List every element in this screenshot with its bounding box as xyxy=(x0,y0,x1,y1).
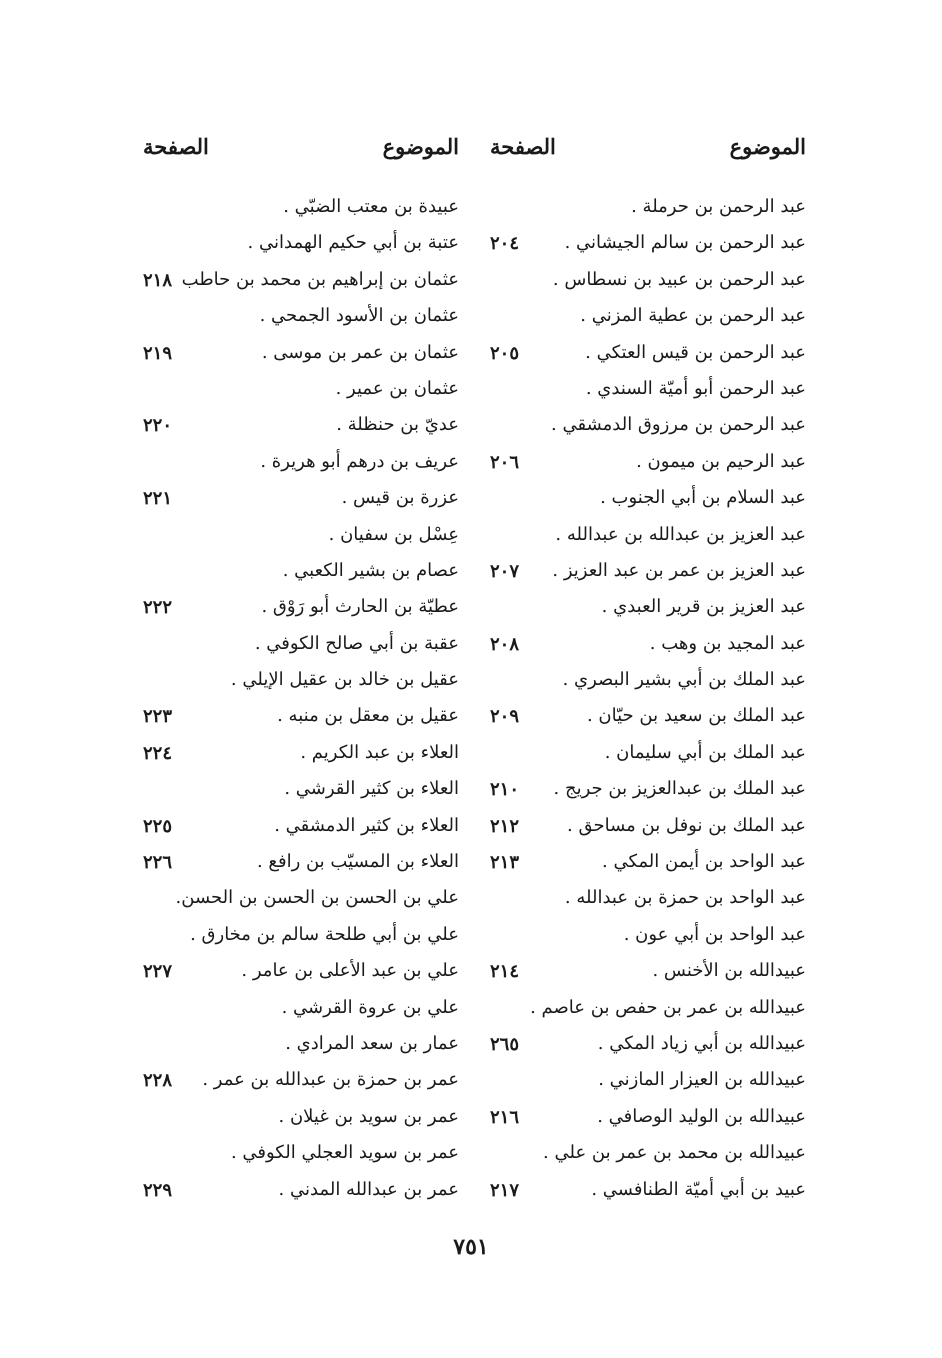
index-entry xyxy=(135,1029,465,1065)
entry-topic: عمر بن حمزة بن عبدالله بن عمر . xyxy=(202,1069,459,1091)
entry-topic: عبد الرحمن بن مرزوق الدمشقي . xyxy=(551,414,806,436)
entry-topic: عبيدالله بن الأخنس . xyxy=(652,960,806,982)
index-entry xyxy=(482,701,812,737)
entry-topic: عبد العزيز بن قرير العبدي . xyxy=(601,596,806,618)
entry-page: ٢١٢ xyxy=(490,815,520,837)
entry-topic: العلاء بن عبد الكريم . xyxy=(300,741,459,763)
entry-topic: عبد الملك بن أبي بشير البصري . xyxy=(562,669,806,691)
entry-topic: عبد الرحيم بن ميمون . xyxy=(636,450,806,472)
index-entry xyxy=(482,1102,812,1138)
index-entry xyxy=(135,847,465,883)
index-entry xyxy=(482,1175,812,1211)
entry-topic: عبيدة بن معتب الضبّي . xyxy=(283,196,459,217)
index-entry xyxy=(135,774,465,810)
entry-topic: عطيّة بن الحارث أبو رَوْق . xyxy=(261,596,459,618)
right-page-header: الصفحة xyxy=(490,134,556,159)
index-entry xyxy=(135,301,465,337)
entry-topic: عبد الواحد بن حمزة بن عبدالله . xyxy=(564,887,806,909)
index-entry xyxy=(135,701,465,737)
entry-page: ٢٠٤ xyxy=(490,233,520,255)
left-page-header: الصفحة xyxy=(143,134,209,159)
index-entry xyxy=(135,956,465,992)
entry-topic: عثمان بن الأسود الجمحي . xyxy=(259,305,459,327)
right-entries xyxy=(482,192,812,1211)
index-entry xyxy=(135,665,465,701)
index-entry xyxy=(482,883,812,919)
entry-topic: عثمان بن إبراهيم بن محمد بن حاطب xyxy=(181,268,459,290)
index-entry xyxy=(135,410,465,446)
entry-topic: عمر بن عبدالله المدني . xyxy=(278,1178,459,1200)
index-entry xyxy=(135,228,465,264)
entry-page: ٢٠٨ xyxy=(490,633,520,655)
index-entry xyxy=(135,920,465,956)
entry-topic: عديّ بن حنظلة . xyxy=(336,414,459,436)
entry-topic: عصام بن بشير الكعبي . xyxy=(282,559,459,581)
index-entry xyxy=(482,629,812,665)
entry-topic: عبد الرحمن أبو أميّة السندي . xyxy=(585,377,806,399)
index-entry xyxy=(482,956,812,992)
entry-topic: العلاء بن المسيّب بن رافع . xyxy=(256,851,459,873)
entry-page: ٢٠٦ xyxy=(490,451,520,473)
right-column xyxy=(482,0,812,1358)
entry-page: ٢١٧ xyxy=(490,1179,520,1201)
index-entry xyxy=(482,447,812,483)
entry-topic: عبد الرحمن بن حرملة . xyxy=(631,196,806,217)
entry-topic: علي بن الحسن بن الحسن بن الحسن. xyxy=(175,887,459,909)
entry-topic: عبد السلام بن أبي الجنوب . xyxy=(600,487,806,509)
index-entry xyxy=(135,338,465,374)
entry-page: ٢٦٥ xyxy=(490,1033,520,1055)
entry-topic: عتبة بن أبي حكيم الهمداني . xyxy=(247,232,459,254)
entry-page: ٢٢٥ xyxy=(143,815,173,837)
entry-topic: عبد الواحد بن أبي عون . xyxy=(623,923,806,945)
index-entry xyxy=(482,738,812,774)
entry-topic: عبيد بن أبي أميّة الطنافسي . xyxy=(591,1178,806,1200)
index-entry xyxy=(135,483,465,519)
entry-page: ٢٠٩ xyxy=(490,706,520,728)
index-entry xyxy=(135,1175,465,1211)
index-entry xyxy=(135,265,465,301)
entry-topic: العلاء بن كثير القرشي . xyxy=(284,778,459,800)
index-entry xyxy=(482,1138,812,1174)
index-entry xyxy=(135,374,465,410)
entry-page: ٢٢٦ xyxy=(143,852,173,874)
entry-page: ٢١٣ xyxy=(490,852,520,874)
entry-topic: عمر بن سويد بن غيلان . xyxy=(278,1105,459,1127)
right-topic-header: الموضوع xyxy=(729,134,806,159)
entry-topic: عريف بن درهم أبو هريرة . xyxy=(260,450,459,472)
index-entry xyxy=(482,228,812,264)
index-entry xyxy=(135,447,465,483)
entry-page: ٢١٤ xyxy=(490,961,520,983)
entry-page: ٢١٩ xyxy=(143,342,173,364)
left-topic-header: الموضوع xyxy=(382,134,459,159)
index-entry xyxy=(482,665,812,701)
index-entry xyxy=(482,192,812,228)
entry-topic: عبد الملك بن سعيد بن حيّان . xyxy=(586,705,806,727)
left-entries xyxy=(135,192,465,1211)
index-entry xyxy=(482,847,812,883)
entry-topic: عبيدالله بن أبي زياد المكي . xyxy=(597,1032,806,1054)
entry-topic: عثمان بن عمر بن موسى . xyxy=(261,341,459,363)
entry-topic: عبيدالله بن محمد بن عمر بن علي . xyxy=(543,1142,806,1164)
index-entry xyxy=(482,774,812,810)
entry-topic: علي بن أبي طلحة سالم بن مخارق . xyxy=(190,923,459,945)
left-column xyxy=(135,0,465,1358)
entry-page: ٢٢٤ xyxy=(143,742,173,764)
entry-topic: عبيدالله بن عمر بن حفص بن عاصم . xyxy=(530,996,806,1018)
index-entry xyxy=(135,738,465,774)
entry-topic: عزرة بن قيس . xyxy=(341,487,459,509)
entry-topic: عبيدالله بن العيزار المازني . xyxy=(598,1069,806,1091)
entry-topic: عبد العزيز بن عبدالله بن عبدالله . xyxy=(555,523,806,545)
index-entry xyxy=(135,592,465,628)
entry-page: ٢٢٨ xyxy=(143,1070,173,1092)
entry-topic: عبد الملك بن عبدالعزيز بن جريج . xyxy=(553,778,806,800)
entry-topic: عقيل بن خالد بن عقيل الإيلي . xyxy=(230,669,459,691)
entry-topic: عبد المجيد بن وهب . xyxy=(649,632,806,654)
entry-topic: عِسْل بن سفيان . xyxy=(328,523,459,545)
page-number: ٧٥١ xyxy=(453,1234,489,1260)
index-entry xyxy=(135,1138,465,1174)
index-entry xyxy=(135,811,465,847)
entry-topic: عمار بن سعد المرادي . xyxy=(285,1032,459,1054)
index-entry xyxy=(135,192,465,228)
index-entry xyxy=(482,993,812,1029)
entry-topic: علي بن عبد الأعلى بن عامر . xyxy=(241,960,459,982)
entry-topic: عبد الرحمن بن سالم الجيشاني . xyxy=(564,232,806,254)
index-entry xyxy=(482,301,812,337)
left-column-header xyxy=(135,134,465,168)
entry-topic: عبد الرحمن بن عطية المزني . xyxy=(580,305,806,327)
index-entry xyxy=(482,374,812,410)
index-entry xyxy=(135,1102,465,1138)
entry-page: ٢١٦ xyxy=(490,1106,520,1128)
index-entry xyxy=(482,520,812,556)
entry-topic: عثمان بن عمير . xyxy=(335,377,459,399)
index-entry xyxy=(482,265,812,301)
entry-topic: العلاء بن كثير الدمشقي . xyxy=(274,814,459,836)
index-entry xyxy=(482,1065,812,1101)
index-entry xyxy=(135,883,465,919)
entry-topic: عقبة بن أبي صالح الكوفي . xyxy=(254,632,459,654)
entry-topic: عبد الرحمن بن عبيد بن نسطاس . xyxy=(552,268,806,290)
entry-page: ٢٢٣ xyxy=(143,706,173,728)
entry-page: ٢٢٩ xyxy=(143,1179,173,1201)
entry-page: ٢٢٧ xyxy=(143,961,173,983)
entry-topic: عبيدالله بن الوليد الوصافي . xyxy=(597,1105,806,1127)
entry-page: ٢٢١ xyxy=(143,488,173,510)
index-entry xyxy=(482,556,812,592)
entry-page: ٢١٠ xyxy=(490,779,520,801)
entry-topic: عبد الملك بن أبي سليمان . xyxy=(604,741,806,763)
entry-topic: علي بن عروة القرشي . xyxy=(281,996,459,1018)
entry-topic: عبد الواحد بن أيمن المكي . xyxy=(602,851,806,873)
index-entry xyxy=(482,410,812,446)
entry-topic: عبد العزيز بن عمر بن عبد العزيز . xyxy=(552,559,806,581)
entry-topic: عبد الملك بن نوفل بن مساحق . xyxy=(567,814,806,836)
index-entry xyxy=(482,811,812,847)
index-entry xyxy=(135,556,465,592)
entry-page: ٢٠٥ xyxy=(490,342,520,364)
index-entry xyxy=(135,1065,465,1101)
index-entry xyxy=(135,993,465,1029)
index-entry xyxy=(135,520,465,556)
entry-page: ٢٢٠ xyxy=(143,415,173,437)
index-entry xyxy=(482,483,812,519)
entry-page: ٢٢٢ xyxy=(143,597,173,619)
index-entry xyxy=(482,920,812,956)
index-entry xyxy=(482,1029,812,1065)
entry-topic: عبد الرحمن بن قيس العتكي . xyxy=(585,341,806,363)
index-entry xyxy=(482,592,812,628)
right-column-header xyxy=(482,134,812,168)
entry-page: ٢٠٧ xyxy=(490,560,520,582)
entry-topic: عمر بن سويد العجلي الكوفي . xyxy=(230,1142,459,1164)
entry-page: ٢١٨ xyxy=(143,269,173,291)
entry-topic: عقيل بن معقل بن منبه . xyxy=(277,705,459,727)
index-entry xyxy=(135,629,465,665)
index-entry xyxy=(482,338,812,374)
